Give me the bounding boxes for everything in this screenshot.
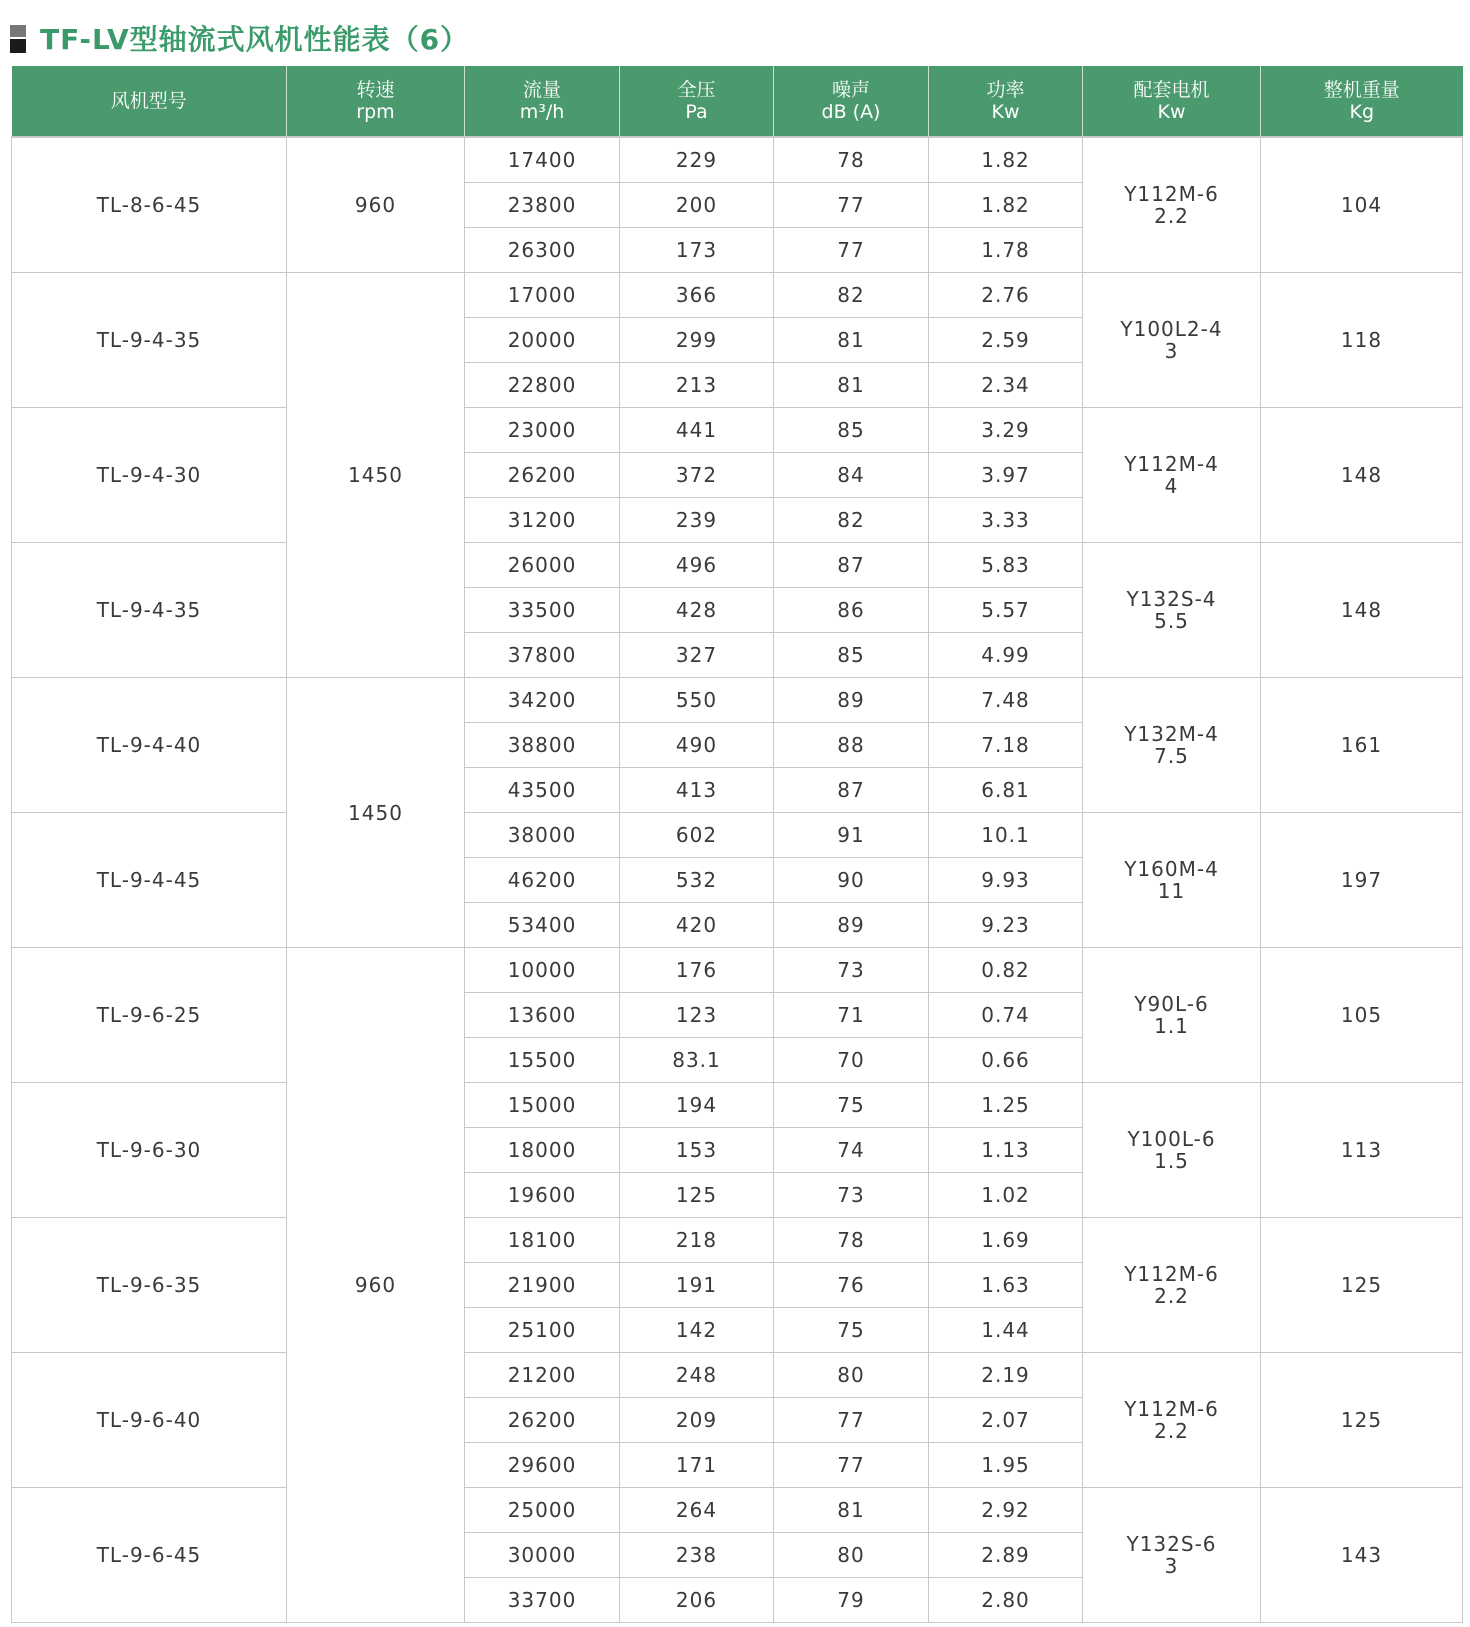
power-cell: 1.78 <box>929 228 1083 273</box>
motor-model: Y112M-6 <box>1124 1397 1219 1421</box>
pressure-cell: 194 <box>620 1083 774 1128</box>
header-weight: 整机重量 Kg <box>1261 66 1463 137</box>
model-cell: TL-9-6-40 <box>12 1353 287 1488</box>
pressure-cell: 173 <box>620 228 774 273</box>
weight-cell: 113 <box>1261 1083 1463 1218</box>
model-cell: TL-9-4-30 <box>12 408 287 543</box>
power-cell: 2.07 <box>929 1398 1083 1443</box>
weight-cell: 148 <box>1261 543 1463 678</box>
performance-table <box>11 66 1463 1623</box>
table-row <box>12 408 1463 453</box>
pressure-cell: 366 <box>620 273 774 318</box>
noise-cell: 75 <box>774 1083 929 1128</box>
noise-cell: 82 <box>774 498 929 543</box>
motor-kw: 3 <box>1164 1554 1179 1578</box>
noise-cell: 77 <box>774 1398 929 1443</box>
flow-cell: 23000 <box>465 408 620 453</box>
power-cell: 2.80 <box>929 1578 1083 1623</box>
flow-cell: 18100 <box>465 1218 620 1263</box>
pressure-cell: 496 <box>620 543 774 588</box>
noise-cell: 78 <box>774 1218 929 1263</box>
motor-model: Y112M-4 <box>1124 452 1219 476</box>
noise-cell: 81 <box>774 1488 929 1533</box>
motor-cell <box>1083 408 1261 543</box>
table-row <box>12 1488 1463 1533</box>
noise-cell: 85 <box>774 408 929 453</box>
flow-cell: 18000 <box>465 1128 620 1173</box>
model-cell: TL-9-6-45 <box>12 1488 287 1623</box>
flow-cell: 25000 <box>465 1488 620 1533</box>
flow-cell: 10000 <box>465 948 620 993</box>
pressure-cell: 264 <box>620 1488 774 1533</box>
weight-cell: 197 <box>1261 813 1463 948</box>
speed-cell: 1450 <box>287 678 465 948</box>
power-cell: 10.1 <box>929 813 1083 858</box>
motor-kw: 2.2 <box>1154 1419 1189 1443</box>
flow-cell: 26000 <box>465 543 620 588</box>
pressure-cell: 372 <box>620 453 774 498</box>
motor-cell <box>1083 1083 1261 1218</box>
flow-cell: 38800 <box>465 723 620 768</box>
noise-cell: 75 <box>774 1308 929 1353</box>
motor-cell <box>1083 678 1261 813</box>
noise-cell: 87 <box>774 768 929 813</box>
model-cell: TL-9-6-35 <box>12 1218 287 1353</box>
power-cell: 0.66 <box>929 1038 1083 1083</box>
pressure-cell: 420 <box>620 903 774 948</box>
power-cell: 1.95 <box>929 1443 1083 1488</box>
flow-cell: 26300 <box>465 228 620 273</box>
power-cell: 1.25 <box>929 1083 1083 1128</box>
pressure-cell: 532 <box>620 858 774 903</box>
table-row <box>12 273 1463 318</box>
flow-cell: 33500 <box>465 588 620 633</box>
noise-cell: 76 <box>774 1263 929 1308</box>
power-cell: 9.93 <box>929 858 1083 903</box>
power-cell: 2.19 <box>929 1353 1083 1398</box>
power-cell: 1.44 <box>929 1308 1083 1353</box>
speed-cell: 960 <box>287 137 465 273</box>
flow-cell: 19600 <box>465 1173 620 1218</box>
flow-cell: 34200 <box>465 678 620 723</box>
power-cell: 7.18 <box>929 723 1083 768</box>
power-cell: 2.59 <box>929 318 1083 363</box>
power-cell: 5.57 <box>929 588 1083 633</box>
flow-cell: 15500 <box>465 1038 620 1083</box>
power-cell: 2.92 <box>929 1488 1083 1533</box>
flow-cell: 29600 <box>465 1443 620 1488</box>
motor-model: Y100L2-4 <box>1120 317 1223 341</box>
motor-model: Y112M-6 <box>1124 182 1219 206</box>
power-cell: 9.23 <box>929 903 1083 948</box>
power-cell: 1.02 <box>929 1173 1083 1218</box>
noise-cell: 81 <box>774 363 929 408</box>
pressure-cell: 200 <box>620 183 774 228</box>
power-cell: 1.82 <box>929 183 1083 228</box>
noise-cell: 89 <box>774 903 929 948</box>
power-cell: 2.34 <box>929 363 1083 408</box>
noise-cell: 85 <box>774 633 929 678</box>
motor-cell <box>1083 1488 1261 1623</box>
pressure-cell: 428 <box>620 588 774 633</box>
power-cell: 3.33 <box>929 498 1083 543</box>
model-cell: TL-9-4-35 <box>12 543 287 678</box>
pressure-cell: 218 <box>620 1218 774 1263</box>
motor-model: Y100L-6 <box>1127 1127 1216 1151</box>
noise-cell: 81 <box>774 318 929 363</box>
weight-cell: 143 <box>1261 1488 1463 1623</box>
header-power: 功率 Kw <box>929 66 1083 137</box>
weight-cell: 105 <box>1261 948 1463 1083</box>
noise-cell: 84 <box>774 453 929 498</box>
noise-cell: 74 <box>774 1128 929 1173</box>
flow-cell: 21900 <box>465 1263 620 1308</box>
noise-cell: 80 <box>774 1353 929 1398</box>
power-cell: 0.74 <box>929 993 1083 1038</box>
pressure-cell: 441 <box>620 408 774 453</box>
pressure-cell: 153 <box>620 1128 774 1173</box>
table-row <box>12 1218 1463 1263</box>
noise-cell: 77 <box>774 228 929 273</box>
flow-cell: 17000 <box>465 273 620 318</box>
power-cell: 1.63 <box>929 1263 1083 1308</box>
pressure-cell: 191 <box>620 1263 774 1308</box>
header-speed: 转速 rpm <box>287 66 465 137</box>
pressure-cell: 213 <box>620 363 774 408</box>
noise-cell: 77 <box>774 183 929 228</box>
flow-cell: 17400 <box>465 137 620 183</box>
pressure-cell: 238 <box>620 1533 774 1578</box>
power-cell: 5.83 <box>929 543 1083 588</box>
table-row <box>12 1353 1463 1398</box>
motor-cell <box>1083 273 1261 408</box>
table-row <box>12 1083 1463 1128</box>
weight-cell: 125 <box>1261 1353 1463 1488</box>
flow-cell: 15000 <box>465 1083 620 1128</box>
power-cell: 6.81 <box>929 768 1083 813</box>
pressure-cell: 327 <box>620 633 774 678</box>
weight-cell: 104 <box>1261 137 1463 273</box>
noise-cell: 80 <box>774 1533 929 1578</box>
pressure-cell: 171 <box>620 1443 774 1488</box>
title-bar <box>10 18 469 58</box>
motor-kw: 4 <box>1164 474 1179 498</box>
flow-cell: 30000 <box>465 1533 620 1578</box>
noise-cell: 91 <box>774 813 929 858</box>
pressure-cell: 123 <box>620 993 774 1038</box>
motor-cell <box>1083 1218 1261 1353</box>
noise-cell: 82 <box>774 273 929 318</box>
flow-cell: 53400 <box>465 903 620 948</box>
pressure-cell: 229 <box>620 137 774 183</box>
noise-cell: 73 <box>774 948 929 993</box>
power-cell: 3.97 <box>929 453 1083 498</box>
table-row <box>12 948 1463 993</box>
motor-model: Y160M-4 <box>1124 857 1219 881</box>
flow-cell: 46200 <box>465 858 620 903</box>
pressure-cell: 142 <box>620 1308 774 1353</box>
motor-kw: 1.1 <box>1154 1014 1189 1038</box>
noise-cell: 71 <box>774 993 929 1038</box>
flow-cell: 22800 <box>465 363 620 408</box>
motor-cell <box>1083 813 1261 948</box>
pressure-cell: 239 <box>620 498 774 543</box>
power-cell: 1.69 <box>929 1218 1083 1263</box>
noise-cell: 79 <box>774 1578 929 1623</box>
pressure-cell: 490 <box>620 723 774 768</box>
weight-cell: 125 <box>1261 1218 1463 1353</box>
flow-cell: 23800 <box>465 183 620 228</box>
header-flow: 流量 m³/h <box>465 66 620 137</box>
pressure-cell: 299 <box>620 318 774 363</box>
header-pressure: 全压 Pa <box>620 66 774 137</box>
pressure-cell: 125 <box>620 1173 774 1218</box>
noise-cell: 77 <box>774 1443 929 1488</box>
motor-kw: 2.2 <box>1154 1284 1189 1308</box>
speed-cell: 1450 <box>287 273 465 678</box>
model-cell: TL-9-4-45 <box>12 813 287 948</box>
noise-cell: 73 <box>774 1173 929 1218</box>
power-cell: 3.29 <box>929 408 1083 453</box>
power-cell: 2.76 <box>929 273 1083 318</box>
flow-cell: 25100 <box>465 1308 620 1353</box>
noise-cell: 89 <box>774 678 929 723</box>
motor-kw: 7.5 <box>1154 744 1189 768</box>
speed-cell: 960 <box>287 948 465 1623</box>
flow-cell: 31200 <box>465 498 620 543</box>
motor-model: Y112M-6 <box>1124 1262 1219 1286</box>
weight-cell: 118 <box>1261 273 1463 408</box>
motor-kw: 5.5 <box>1154 609 1189 633</box>
noise-cell: 87 <box>774 543 929 588</box>
model-cell: TL-9-6-30 <box>12 1083 287 1218</box>
flow-cell: 37800 <box>465 633 620 678</box>
noise-cell: 70 <box>774 1038 929 1083</box>
motor-model: Y132M-4 <box>1124 722 1219 746</box>
power-cell: 2.89 <box>929 1533 1083 1578</box>
header-model: 风机型号 <box>12 66 287 137</box>
noise-cell: 86 <box>774 588 929 633</box>
model-cell: TL-9-6-25 <box>12 948 287 1083</box>
noise-cell: 90 <box>774 858 929 903</box>
power-cell: 1.13 <box>929 1128 1083 1173</box>
flow-cell: 26200 <box>465 1398 620 1443</box>
noise-cell: 78 <box>774 137 929 183</box>
model-cell: TL-8-6-45 <box>12 137 287 273</box>
pressure-cell: 176 <box>620 948 774 993</box>
flow-cell: 43500 <box>465 768 620 813</box>
motor-model: Y90L-6 <box>1134 992 1209 1016</box>
pressure-cell: 83.1 <box>620 1038 774 1083</box>
motor-cell <box>1083 1353 1261 1488</box>
motor-model: Y132S-6 <box>1126 1532 1217 1556</box>
power-cell: 4.99 <box>929 633 1083 678</box>
power-cell: 7.48 <box>929 678 1083 723</box>
motor-kw: 3 <box>1164 339 1179 363</box>
power-cell: 1.82 <box>929 137 1083 183</box>
model-cell: TL-9-4-40 <box>12 678 287 813</box>
motor-model: Y132S-4 <box>1126 587 1217 611</box>
table-row <box>12 137 1463 183</box>
weight-cell: 161 <box>1261 678 1463 813</box>
pressure-cell: 550 <box>620 678 774 723</box>
flow-cell: 33700 <box>465 1578 620 1623</box>
power-cell: 0.82 <box>929 948 1083 993</box>
weight-cell: 148 <box>1261 408 1463 543</box>
table-row <box>12 678 1463 723</box>
header-motor: 配套电机 Kw <box>1083 66 1261 137</box>
table-row <box>12 813 1463 858</box>
motor-cell <box>1083 948 1261 1083</box>
motor-kw: 1.5 <box>1154 1149 1189 1173</box>
noise-cell: 88 <box>774 723 929 768</box>
pressure-cell: 209 <box>620 1398 774 1443</box>
page-title: TF-LV型轴流式风机性能表（6） <box>40 23 470 56</box>
flow-cell: 20000 <box>465 318 620 363</box>
motor-kw: 11 <box>1157 879 1186 903</box>
motor-cell <box>1083 543 1261 678</box>
table-body <box>12 137 1463 1623</box>
header-noise: 噪声 dB (A) <box>774 66 929 137</box>
flow-cell: 26200 <box>465 453 620 498</box>
table-row <box>12 543 1463 588</box>
pressure-cell: 248 <box>620 1353 774 1398</box>
pressure-cell: 602 <box>620 813 774 858</box>
motor-kw: 2.2 <box>1154 204 1189 228</box>
flow-cell: 13600 <box>465 993 620 1038</box>
table-header-row <box>12 66 1463 137</box>
title-square-icon <box>10 23 26 53</box>
model-cell: TL-9-4-35 <box>12 273 287 408</box>
motor-cell <box>1083 137 1261 273</box>
flow-cell: 21200 <box>465 1353 620 1398</box>
pressure-cell: 206 <box>620 1578 774 1623</box>
pressure-cell: 413 <box>620 768 774 813</box>
flow-cell: 38000 <box>465 813 620 858</box>
